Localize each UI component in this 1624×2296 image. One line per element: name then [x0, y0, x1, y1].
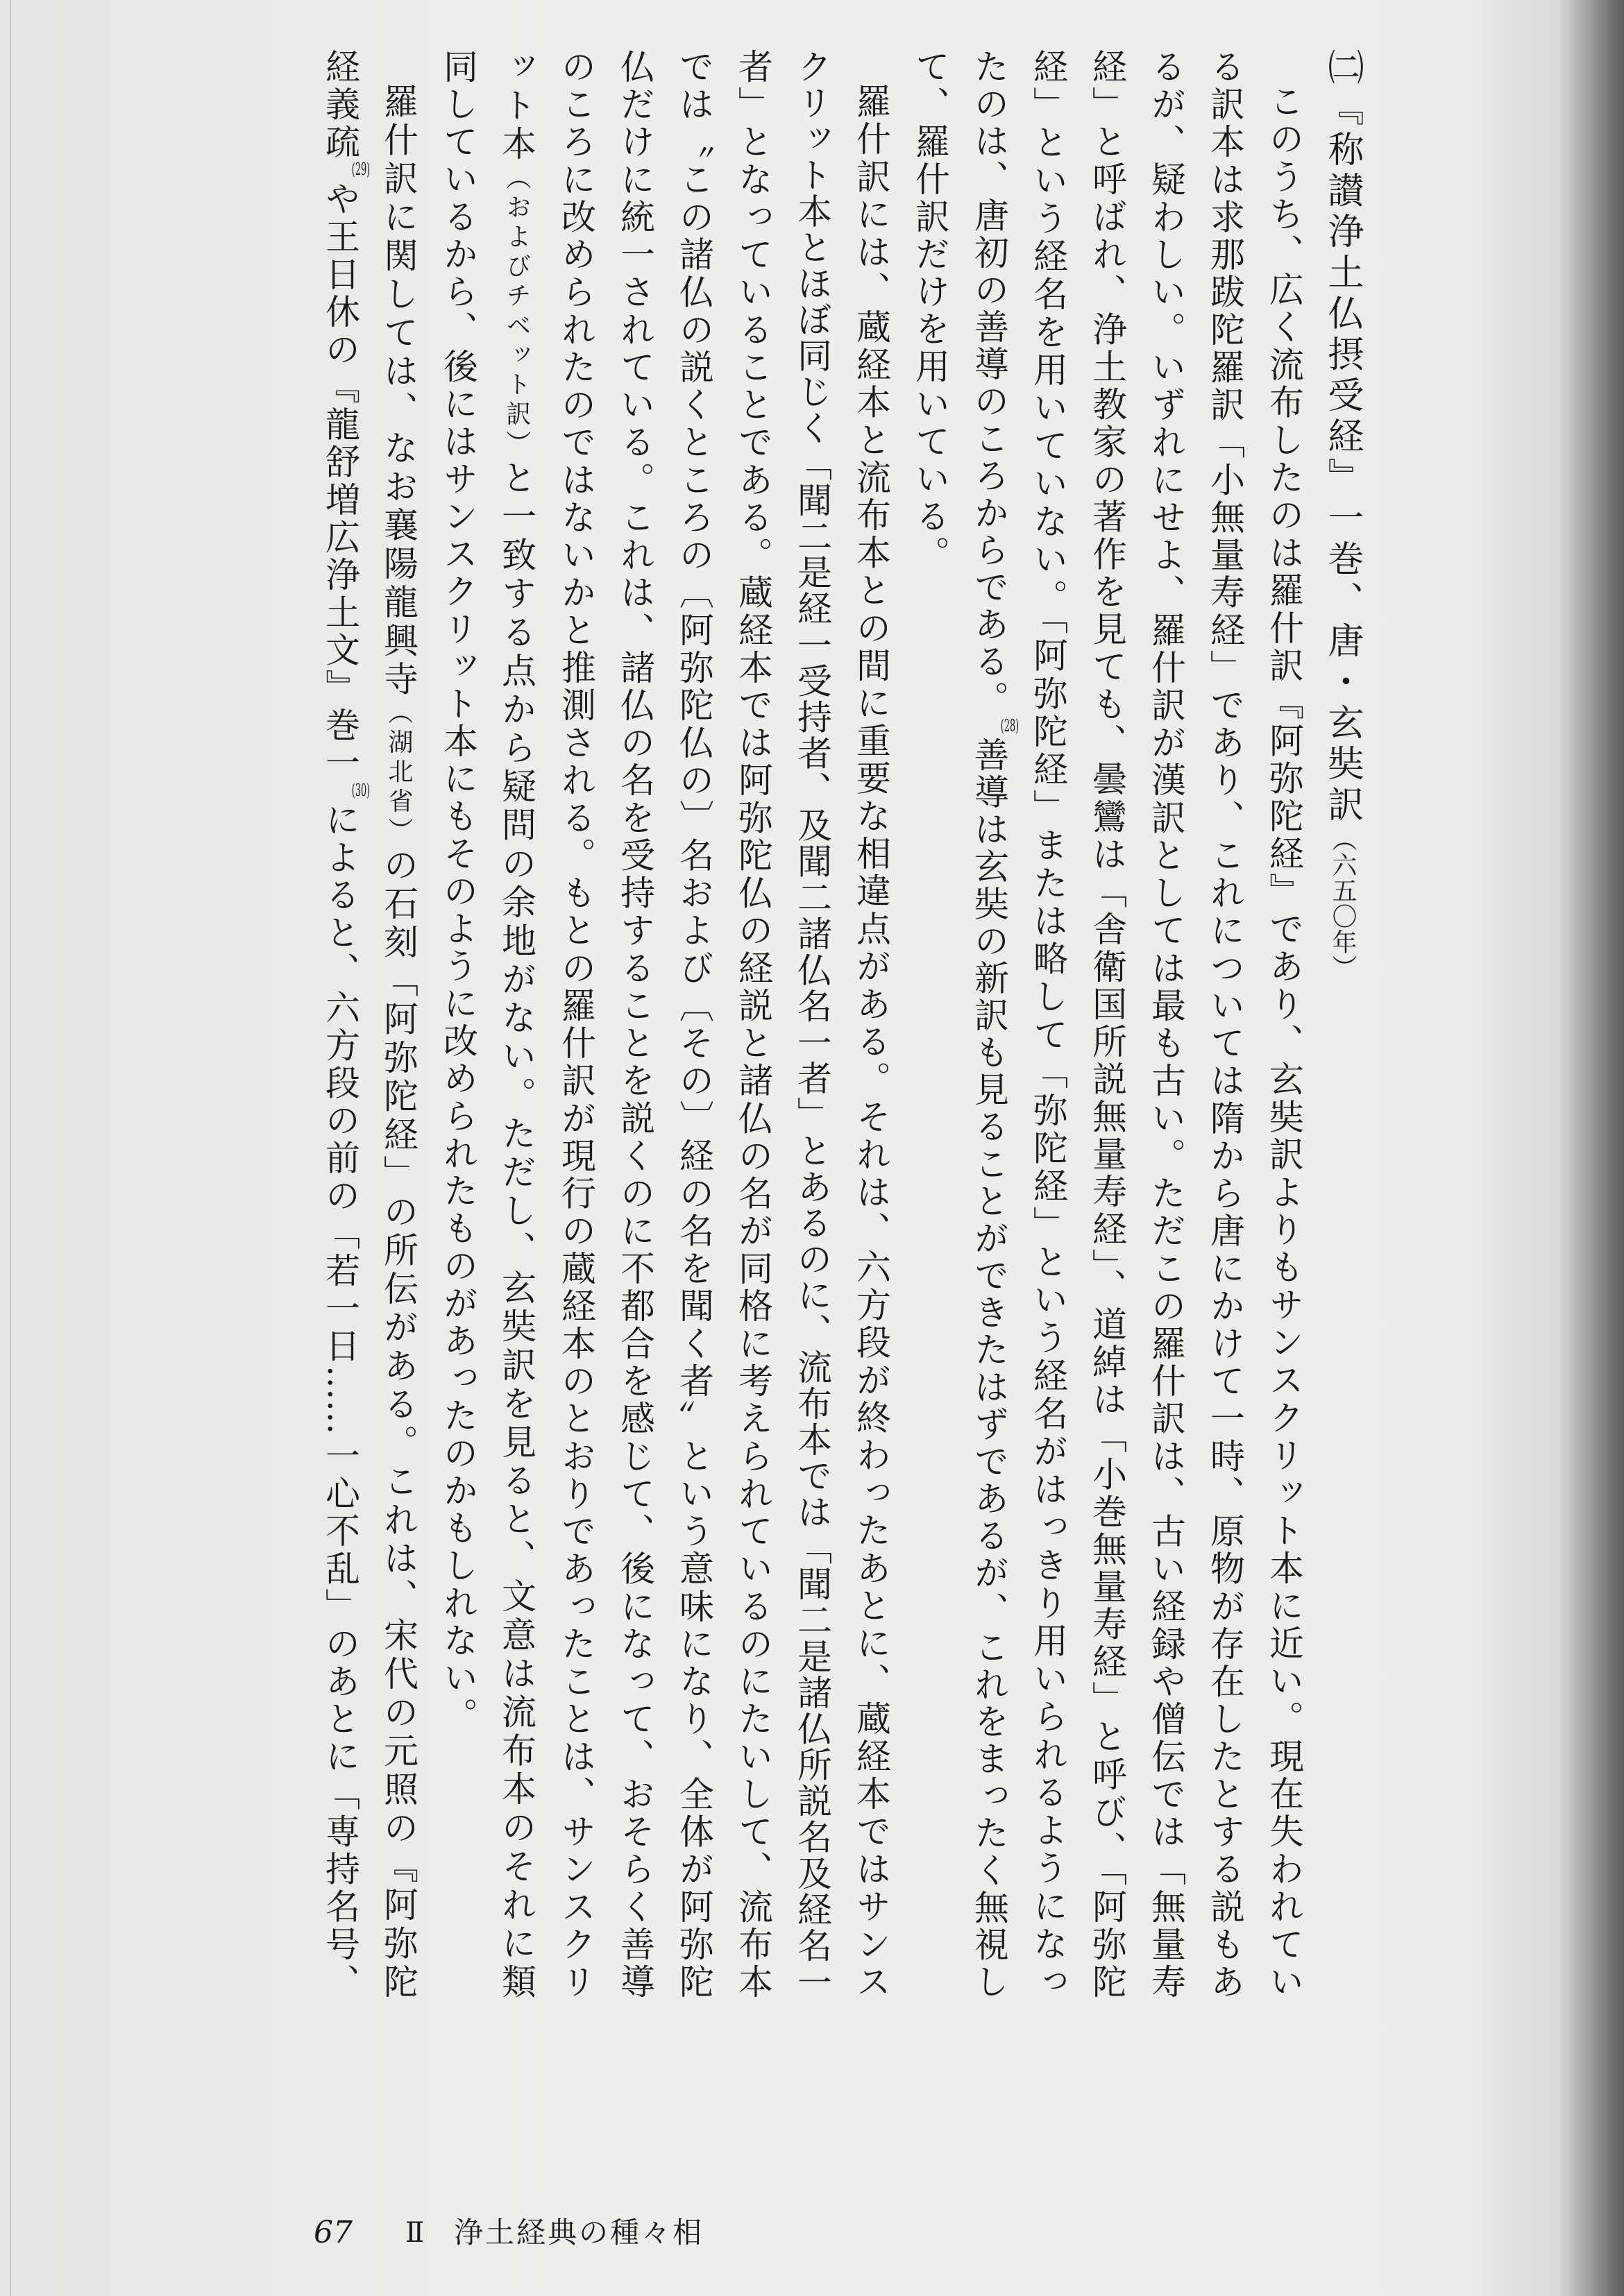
footnote-marker: (28)	[1000, 717, 1020, 735]
text-line: のころに改められたのではないかと推測される。もとの羅什訳が現行の蔵経本のとおりであったことは、サンスクリ	[556, 49, 596, 1998]
vertical-text-block	[310, 49, 1372, 2012]
part-number: Ⅱ	[405, 2217, 425, 2249]
chapter-title: 浄土経典の種々相	[454, 2216, 704, 2250]
page-edge-line	[10, 0, 11, 2296]
text-segment: や王日休の『龍舒増広浄土文』巻一	[320, 180, 360, 783]
text-segment: ット本	[496, 49, 536, 164]
section-heading	[1313, 49, 1372, 1998]
text-segment: 経義疏	[320, 49, 360, 162]
parenthetical-note: （湖北省）	[384, 699, 413, 847]
text-line: 者」となっていることである。蔵経本では阿弥陀仏の経説と諸仏の名が同格に考えられているのにたいして、流布本	[733, 49, 773, 1999]
text-line: 同しているから、後にはサンスクリット本にもそのように改められたものがあったのかもしれない。	[438, 49, 478, 1735]
text-line: 経」と呼ばれ、浄土教家の著作を見ても、曇鸞は「舎衛国所説無量寿経」、道綽は「小巻無量寿経」と呼び、「阿弥陀	[1087, 49, 1127, 1999]
text-line	[310, 49, 369, 1998]
text-line	[959, 49, 1018, 1998]
text-line: クリット本とほぼ同じく「聞㆓是経㆒受持者、及聞㆓諸仏名㆒者」とあるのに、流布本では「聞㆓是諸仏所説名及経名㆒	[792, 49, 832, 1999]
text-segment: と一致する点から疑問の余地がない。ただし、玄奘訳を見ると、文意は流布本のそれに類	[496, 459, 536, 1999]
text-line: このうち、広く流布したのは羅什訳『阿弥陀経』であり、玄奘訳よりもサンスクリット本に近い。現在失われてい	[1264, 83, 1304, 1998]
parenthetical-note: （およびチベット訳）	[502, 164, 531, 460]
text-segment: たのは、唐初の善導のころからである。	[969, 49, 1009, 718]
text-line	[487, 49, 546, 1998]
text-line: て、羅什訳だけを用いている。	[910, 49, 950, 573]
text-line: では〝この諸仏の説くところの〔阿弥陀仏の〕名および〔その〕経の名を聞く者〟という意味になり、全体が阿弥陀	[674, 49, 714, 1999]
text-line: るが、疑わしい。いずれにせよ、羅什訳が漢訳としては最も古い。ただこの羅什訳は、古い経録や僧伝では「無量寿	[1146, 49, 1186, 1999]
heading-title: 『称讃浄土仏摂受経』一巻、唐・玄奘訳	[1321, 90, 1363, 826]
text-segment: 善導は玄奘の新訳も見ることができたはずであるが、これをまったく無視し	[969, 736, 1009, 1998]
heading-year: （六五〇年）	[1328, 826, 1357, 980]
text-line: 経」という経名を用いていない。「阿弥陀経」または略して「弥陀経」という経名がはっきり用いられるようになっ	[1028, 49, 1068, 1998]
footnote-marker: (30)	[351, 782, 371, 799]
text-line: 仏だけに統一されている。これは、諸仏の名を受持することを説くのに不都合を感じて、後になって、おそらく善導	[615, 49, 655, 1998]
text-line: る訳本は求那跋陀羅訳「小無量寿経」であり、これについては隋から唐にかけて一時、原物が存在したとする説もあ	[1205, 49, 1245, 1998]
text-segment: によると、六方段の前の「若一日……一心不乱」のあとに「専持名号、	[320, 801, 360, 1999]
text-line: 羅什訳には、蔵経本と流布本との間に重要な相違点がある。それは、六方段が終わったあとに、蔵経本ではサンス	[851, 83, 891, 1998]
text-segment: の石刻「阿弥陀経」の所伝がある。これは、宋代の元照の『阿弥陀	[378, 847, 418, 1998]
heading-number: ㈡	[1321, 49, 1363, 90]
footnote-marker: (29)	[351, 161, 371, 178]
text-segment: 羅什訳に関しては、なお襄陽龍興寺	[378, 83, 418, 699]
text-line	[369, 49, 428, 1998]
page-number: 67	[314, 2215, 353, 2250]
